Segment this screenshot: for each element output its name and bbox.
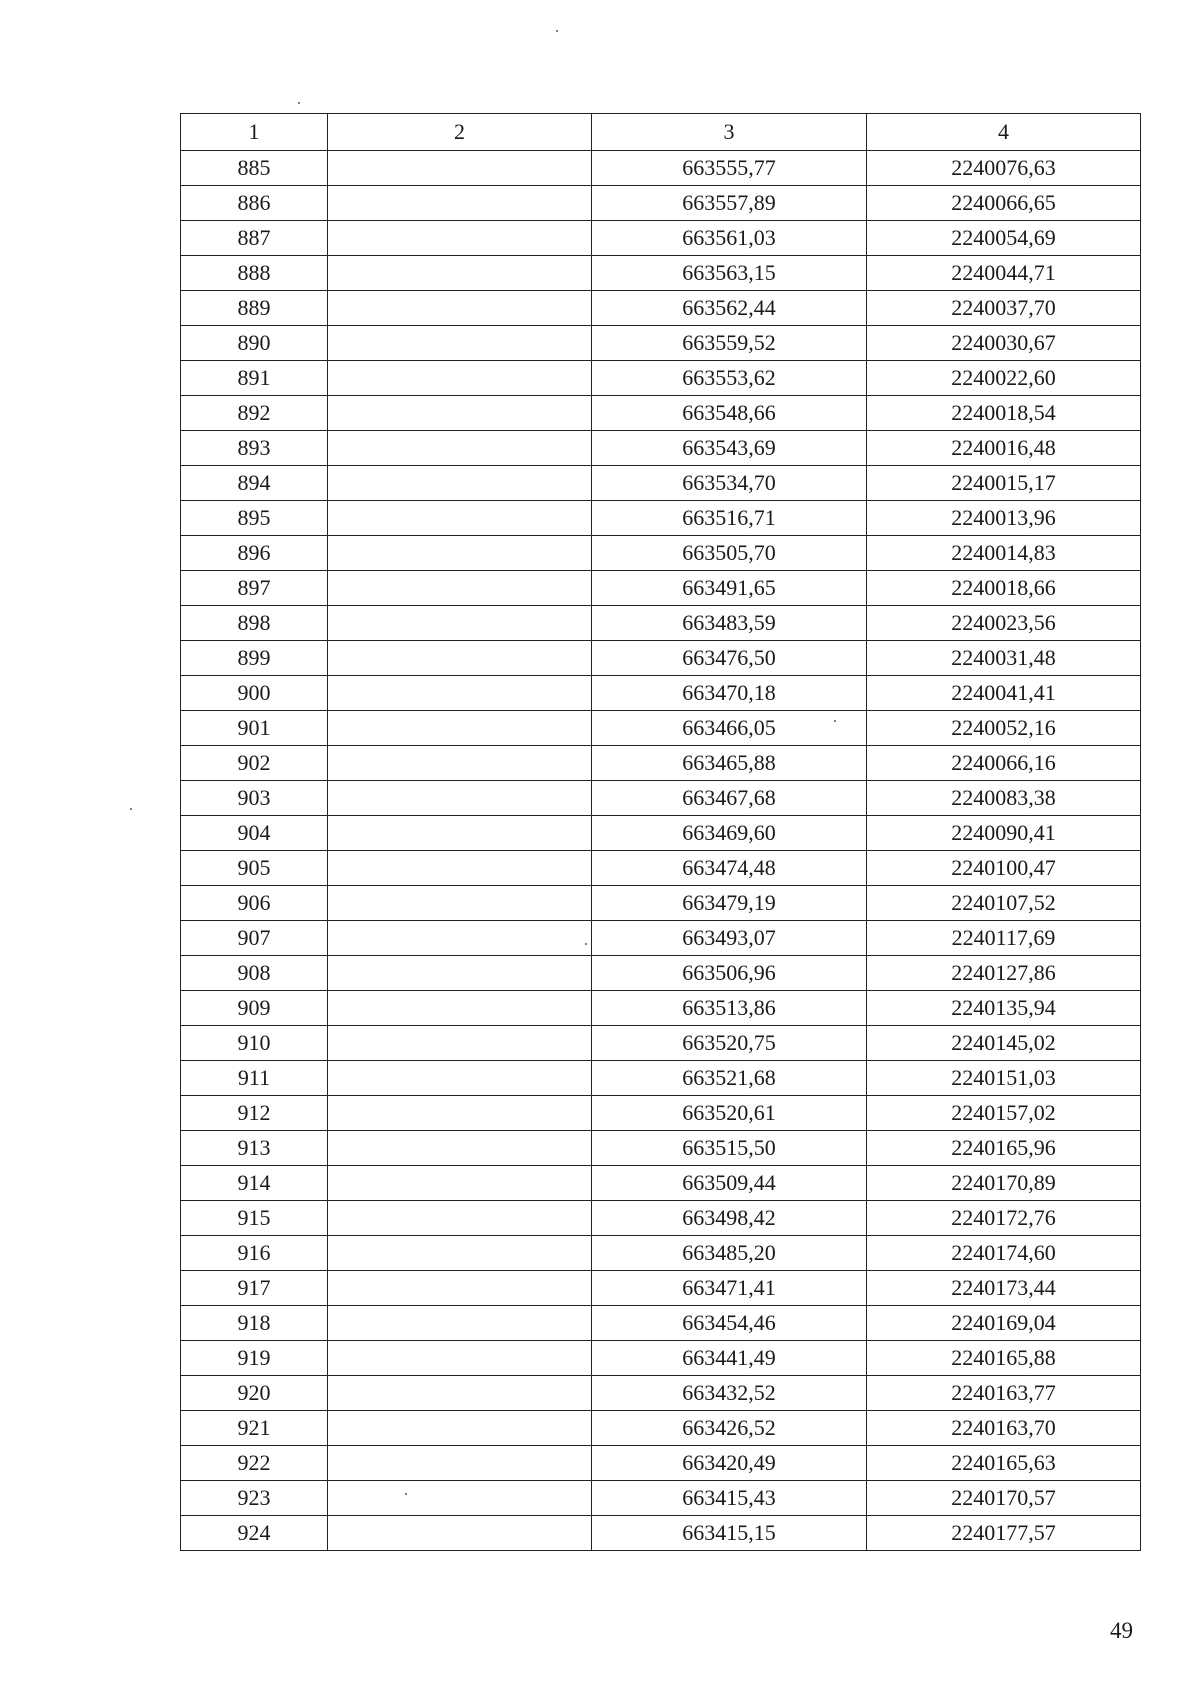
table-row <box>181 361 1141 396</box>
table-cell-col-1: 911 <box>181 1061 328 1096</box>
table-cell-col-1: 893 <box>181 431 328 466</box>
table-cell-col-3: 663548,66 <box>592 396 867 431</box>
table-cell-col-3: 663559,52 <box>592 326 867 361</box>
table-cell-col-1: 921 <box>181 1411 328 1446</box>
table-row <box>181 1446 1141 1481</box>
table-row <box>181 1516 1141 1551</box>
table-row <box>181 1481 1141 1516</box>
table-cell-col-4: 2240037,70 <box>867 291 1141 326</box>
table-row <box>181 746 1141 781</box>
table-cell-col-2 <box>328 151 592 186</box>
table-cell-col-4: 2240163,70 <box>867 1411 1141 1446</box>
table-cell-col-4: 2240031,48 <box>867 641 1141 676</box>
table-cell-col-3: 663561,03 <box>592 221 867 256</box>
table-row <box>181 1306 1141 1341</box>
table-cell-col-3: 663471,41 <box>592 1271 867 1306</box>
table-cell-col-2 <box>328 781 592 816</box>
column-header-1: 1 <box>181 114 328 151</box>
table-cell-col-3: 663432,52 <box>592 1376 867 1411</box>
table-cell-col-1: 906 <box>181 886 328 921</box>
table-cell-col-1: 907 <box>181 921 328 956</box>
table-cell-col-4: 2240165,63 <box>867 1446 1141 1481</box>
table-cell-col-3: 663465,88 <box>592 746 867 781</box>
table-cell-col-3: 663415,15 <box>592 1516 867 1551</box>
table-cell-col-4: 2240135,94 <box>867 991 1141 1026</box>
table-cell-col-4: 2240023,56 <box>867 606 1141 641</box>
table-cell-col-2 <box>328 816 592 851</box>
table-row <box>181 991 1141 1026</box>
table-cell-col-3: 663493,07 <box>592 921 867 956</box>
table-row <box>181 221 1141 256</box>
table-row <box>181 571 1141 606</box>
table-row <box>181 886 1141 921</box>
table-cell-col-1: 902 <box>181 746 328 781</box>
table-cell-col-3: 663498,42 <box>592 1201 867 1236</box>
scan-speck <box>405 1493 407 1495</box>
table-cell-col-1: 922 <box>181 1446 328 1481</box>
table-cell-col-4: 2240022,60 <box>867 361 1141 396</box>
table-cell-col-1: 901 <box>181 711 328 746</box>
table-cell-col-3: 663562,44 <box>592 291 867 326</box>
table-cell-col-1: 891 <box>181 361 328 396</box>
table-cell-col-4: 2240173,44 <box>867 1271 1141 1306</box>
table-cell-col-3: 663415,43 <box>592 1481 867 1516</box>
table-cell-col-1: 908 <box>181 956 328 991</box>
table-row <box>181 1166 1141 1201</box>
table-row <box>181 956 1141 991</box>
table-cell-col-4: 2240165,96 <box>867 1131 1141 1166</box>
table-cell-col-3: 663534,70 <box>592 466 867 501</box>
table-cell-col-3: 663426,52 <box>592 1411 867 1446</box>
table-row <box>181 1201 1141 1236</box>
table-cell-col-1: 910 <box>181 1026 328 1061</box>
table-cell-col-4: 2240018,54 <box>867 396 1141 431</box>
table-cell-col-3: 663441,49 <box>592 1341 867 1376</box>
table-cell-col-2 <box>328 746 592 781</box>
table-cell-col-3: 663469,60 <box>592 816 867 851</box>
scan-speck <box>130 808 132 810</box>
table-cell-col-3: 663485,20 <box>592 1236 867 1271</box>
table-cell-col-2 <box>328 1201 592 1236</box>
table-cell-col-2 <box>328 1376 592 1411</box>
table-cell-col-4: 2240013,96 <box>867 501 1141 536</box>
table-row <box>181 816 1141 851</box>
table-cell-col-4: 2240165,88 <box>867 1341 1141 1376</box>
table-cell-col-2 <box>328 1236 592 1271</box>
table-cell-col-1: 919 <box>181 1341 328 1376</box>
table-cell-col-1: 892 <box>181 396 328 431</box>
scan-speck <box>298 102 300 104</box>
table-cell-col-3: 663521,68 <box>592 1061 867 1096</box>
table-row <box>181 711 1141 746</box>
column-header-2: 2 <box>328 114 592 151</box>
table-cell-col-4: 2240044,71 <box>867 256 1141 291</box>
table-cell-col-3: 663491,65 <box>592 571 867 606</box>
table-cell-col-3: 663543,69 <box>592 431 867 466</box>
table-cell-col-3: 663513,86 <box>592 991 867 1026</box>
table-cell-col-1: 885 <box>181 151 328 186</box>
table-cell-col-2 <box>328 501 592 536</box>
table-row <box>181 186 1141 221</box>
table-cell-col-1: 914 <box>181 1166 328 1201</box>
table-cell-col-2 <box>328 711 592 746</box>
table-cell-col-3: 663479,19 <box>592 886 867 921</box>
table-cell-col-4: 2240127,86 <box>867 956 1141 991</box>
coordinates-table <box>180 113 1141 1551</box>
table-cell-col-1: 889 <box>181 291 328 326</box>
table-cell-col-4: 2240041,41 <box>867 676 1141 711</box>
table-cell-col-1: 890 <box>181 326 328 361</box>
table-cell-col-4: 2240170,57 <box>867 1481 1141 1516</box>
scan-speck <box>834 720 836 722</box>
scan-speck <box>556 30 558 32</box>
table-cell-col-2 <box>328 571 592 606</box>
table-cell-col-1: 887 <box>181 221 328 256</box>
table-cell-col-2 <box>328 1271 592 1306</box>
table-row <box>181 851 1141 886</box>
table-cell-col-4: 2240066,16 <box>867 746 1141 781</box>
table-cell-col-1: 895 <box>181 501 328 536</box>
table-row <box>181 606 1141 641</box>
table-cell-col-1: 917 <box>181 1271 328 1306</box>
table-cell-col-2 <box>328 886 592 921</box>
table-row <box>181 1411 1141 1446</box>
table-cell-col-4: 2240014,83 <box>867 536 1141 571</box>
table-cell-col-4: 2240090,41 <box>867 816 1141 851</box>
table-cell-col-2 <box>328 396 592 431</box>
table-row <box>181 326 1141 361</box>
table-row <box>181 151 1141 186</box>
table-cell-col-2 <box>328 956 592 991</box>
table-cell-col-3: 663505,70 <box>592 536 867 571</box>
table-row <box>181 641 1141 676</box>
table-cell-col-4: 2240177,57 <box>867 1516 1141 1551</box>
table-cell-col-1: 896 <box>181 536 328 571</box>
table-row <box>181 1271 1141 1306</box>
table-cell-col-3: 663474,48 <box>592 851 867 886</box>
table-cell-col-4: 2240157,02 <box>867 1096 1141 1131</box>
table-row <box>181 1026 1141 1061</box>
table-cell-col-2 <box>328 606 592 641</box>
table-cell-col-1: 899 <box>181 641 328 676</box>
table-cell-col-3: 663466,05 <box>592 711 867 746</box>
table-cell-col-1: 900 <box>181 676 328 711</box>
table-cell-col-3: 663467,68 <box>592 781 867 816</box>
table-cell-col-2 <box>328 676 592 711</box>
table-cell-col-3: 663454,46 <box>592 1306 867 1341</box>
table-cell-col-4: 2240107,52 <box>867 886 1141 921</box>
table-cell-col-3: 663476,50 <box>592 641 867 676</box>
table-cell-col-2 <box>328 186 592 221</box>
table-cell-col-1: 913 <box>181 1131 328 1166</box>
table-cell-col-2 <box>328 256 592 291</box>
table-cell-col-4: 2240145,02 <box>867 1026 1141 1061</box>
table-cell-col-4: 2240076,63 <box>867 151 1141 186</box>
table-cell-col-1: 897 <box>181 571 328 606</box>
column-header-3: 3 <box>592 114 867 151</box>
table-cell-col-1: 920 <box>181 1376 328 1411</box>
table-body <box>181 151 1141 1551</box>
table-cell-col-4: 2240083,38 <box>867 781 1141 816</box>
table-cell-col-1: 915 <box>181 1201 328 1236</box>
table-cell-col-4: 2240052,16 <box>867 711 1141 746</box>
table-cell-col-1: 903 <box>181 781 328 816</box>
table-row <box>181 921 1141 956</box>
column-header-4: 4 <box>867 114 1141 151</box>
table-row <box>181 501 1141 536</box>
table-cell-col-4: 2240170,89 <box>867 1166 1141 1201</box>
table-cell-col-4: 2240117,69 <box>867 921 1141 956</box>
table-cell-col-2 <box>328 991 592 1026</box>
table-cell-col-4: 2240016,48 <box>867 431 1141 466</box>
table-cell-col-4: 2240151,03 <box>867 1061 1141 1096</box>
table-cell-col-2 <box>328 1061 592 1096</box>
table-cell-col-4: 2240018,66 <box>867 571 1141 606</box>
table-row <box>181 1376 1141 1411</box>
table-cell-col-2 <box>328 641 592 676</box>
table-cell-col-2 <box>328 1341 592 1376</box>
table-cell-col-4: 2240172,76 <box>867 1201 1141 1236</box>
table-cell-col-3: 663563,15 <box>592 256 867 291</box>
table-cell-col-1: 888 <box>181 256 328 291</box>
table-cell-col-2 <box>328 921 592 956</box>
table-cell-col-3: 663555,77 <box>592 151 867 186</box>
table-cell-col-1: 904 <box>181 816 328 851</box>
table-cell-col-3: 663509,44 <box>592 1166 867 1201</box>
table-cell-col-3: 663516,71 <box>592 501 867 536</box>
table-header-row <box>181 114 1141 151</box>
table-cell-col-2 <box>328 221 592 256</box>
table-cell-col-2 <box>328 851 592 886</box>
table-cell-col-1: 924 <box>181 1516 328 1551</box>
table-cell-col-1: 923 <box>181 1481 328 1516</box>
table-row <box>181 1061 1141 1096</box>
table-cell-col-4: 2240169,04 <box>867 1306 1141 1341</box>
table-row <box>181 1341 1141 1376</box>
table-cell-col-3: 663470,18 <box>592 676 867 711</box>
table-row <box>181 256 1141 291</box>
table-row <box>181 1131 1141 1166</box>
table-cell-col-2 <box>328 1026 592 1061</box>
table-cell-col-1: 912 <box>181 1096 328 1131</box>
table-cell-col-3: 663520,75 <box>592 1026 867 1061</box>
table-cell-col-3: 663420,49 <box>592 1446 867 1481</box>
table-cell-col-1: 918 <box>181 1306 328 1341</box>
table-row <box>181 291 1141 326</box>
table-cell-col-1: 898 <box>181 606 328 641</box>
table-row <box>181 536 1141 571</box>
table-cell-col-2 <box>328 1096 592 1131</box>
table-cell-col-3: 663515,50 <box>592 1131 867 1166</box>
table-cell-col-3: 663520,61 <box>592 1096 867 1131</box>
table-cell-col-3: 663557,89 <box>592 186 867 221</box>
table-row <box>181 1096 1141 1131</box>
table-cell-col-3: 663553,62 <box>592 361 867 396</box>
table-cell-col-1: 886 <box>181 186 328 221</box>
table-cell-col-2 <box>328 291 592 326</box>
table-cell-col-4: 2240054,69 <box>867 221 1141 256</box>
table-cell-col-2 <box>328 536 592 571</box>
table-row <box>181 1236 1141 1271</box>
table-cell-col-2 <box>328 326 592 361</box>
table-row <box>181 431 1141 466</box>
table-cell-col-1: 909 <box>181 991 328 1026</box>
table-row <box>181 781 1141 816</box>
table-cell-col-3: 663506,96 <box>592 956 867 991</box>
table-cell-col-1: 894 <box>181 466 328 501</box>
table-cell-col-4: 2240066,65 <box>867 186 1141 221</box>
scan-speck <box>585 943 587 945</box>
table-cell-col-2 <box>328 1166 592 1201</box>
table-cell-col-4: 2240174,60 <box>867 1236 1141 1271</box>
table-row <box>181 676 1141 711</box>
table-cell-col-2 <box>328 1481 592 1516</box>
table-cell-col-2 <box>328 1306 592 1341</box>
table-cell-col-4: 2240015,17 <box>867 466 1141 501</box>
table-cell-col-2 <box>328 1446 592 1481</box>
table-cell-col-1: 905 <box>181 851 328 886</box>
table-cell-col-2 <box>328 1411 592 1446</box>
table-cell-col-4: 2240030,67 <box>867 326 1141 361</box>
table-cell-col-2 <box>328 1516 592 1551</box>
table-cell-col-2 <box>328 1131 592 1166</box>
table-cell-col-4: 2240163,77 <box>867 1376 1141 1411</box>
table-cell-col-2 <box>328 466 592 501</box>
table-cell-col-2 <box>328 431 592 466</box>
table-cell-col-4: 2240100,47 <box>867 851 1141 886</box>
page-number: 49 <box>1110 1618 1133 1643</box>
table-cell-col-1: 916 <box>181 1236 328 1271</box>
table-row <box>181 396 1141 431</box>
table-cell-col-3: 663483,59 <box>592 606 867 641</box>
table-cell-col-2 <box>328 361 592 396</box>
table-row <box>181 466 1141 501</box>
